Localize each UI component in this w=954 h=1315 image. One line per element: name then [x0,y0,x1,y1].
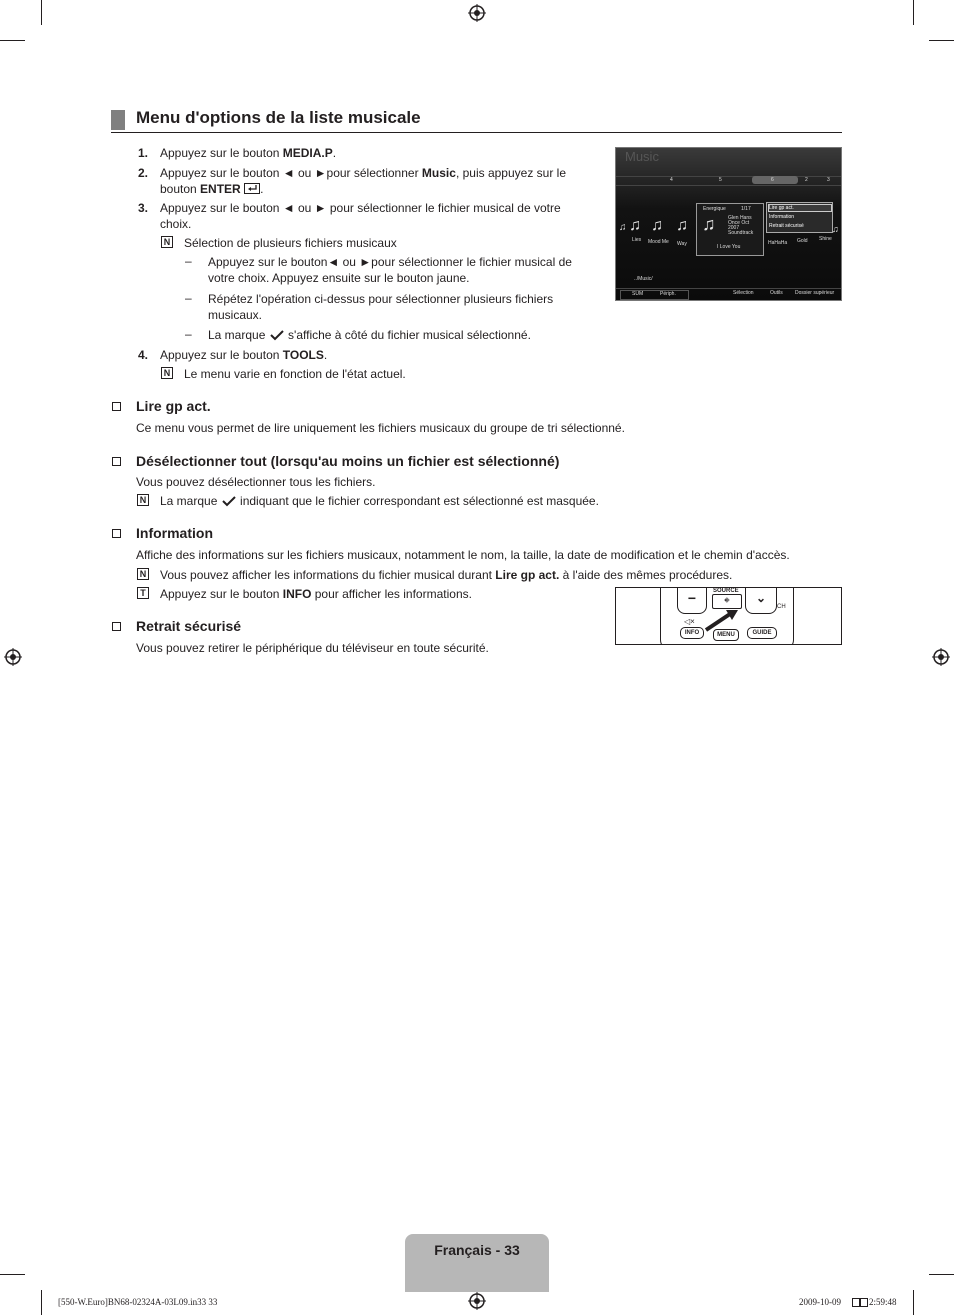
step-3-note: Sélection de plusieurs fichiers musicaux [184,236,397,250]
crop-mark [929,40,954,41]
music-note-icon: ♫ [629,217,641,234]
step-number: 4. [138,348,149,362]
selected-file-panel [696,203,764,256]
music-note-icon: ♫ [651,217,663,234]
sort-number: 4 [670,177,673,183]
section-title: Retrait sécurisé [136,618,242,634]
device-label: Périph. [660,291,676,297]
menu-button[interactable]: MENU [713,629,739,641]
selected-song: I Love You [717,244,741,250]
crop-mark [913,0,914,25]
select-hint: Sélection [733,290,754,296]
music-note-icon: ♫ [702,214,716,234]
registration-mark-icon [932,648,950,666]
checkmark-icon [221,495,237,507]
guide-button[interactable]: GUIDE [747,627,777,639]
section-title: Désélectionner tout (lorsqu'au moins un fichier est sélectionné) [136,453,560,469]
section-note: La marque indiquant que le fichier correspondant est sélectionné est masquée. [160,494,599,508]
menu-item[interactable]: Lire gp act. [768,204,832,212]
section-note: Vous pouvez afficher les informations du fichier musical durant Lire gp act. à l'aide des mêmes procédures. [160,568,733,582]
crop-mark [0,1274,25,1275]
crop-mark [929,1274,954,1275]
selected-category: Soundtrack [728,230,754,236]
source-button[interactable]: ⎆ [712,594,742,609]
section-body: Affiche des informations sur les fichiers musicaux, notamment le nom, la taille, la date de modification et le chemin d'accès. [136,548,790,562]
sort-bar [616,176,842,186]
music-note-icon: ♫ [676,217,688,234]
tv-title: Music [625,149,659,164]
dash-bullet: – [185,254,192,268]
page-number: Français - 33 [434,1242,520,1258]
tools-menu [766,202,833,233]
checkmark-icon [269,329,285,341]
selected-genre: Energique [703,206,726,212]
sum-label: SUM [632,291,644,297]
heading-bar [111,110,125,130]
menu-item[interactable]: Retrait sécurisé [769,223,804,229]
file-label: Shine [819,236,832,242]
sum-box [620,290,689,300]
info-button[interactable]: INFO [680,627,704,639]
selected-album: Once Oct [728,220,750,226]
dash-bullet: – [185,327,192,341]
section-body: Vous pouvez retirer le périphérique du téléviseur en toute sécurité. [136,641,489,655]
pre-ch-icon: CH [777,604,786,610]
dash-item-3: La marque s'affiche à côté du fichier musical sélectionné. [208,328,531,342]
selected-year: 2007 [728,225,740,231]
file-label: Lies [632,237,642,243]
step-number: 2. [138,166,149,180]
tv-screen-illustration [615,147,842,301]
note-icon: N [137,568,149,580]
section-body: Vous pouvez désélectionner tous les fichiers. [136,475,376,489]
checkbox-bullet [112,457,121,466]
footer-glyph-boxes [860,1298,868,1307]
footer-time: 2:59:48 [869,1297,897,1307]
note-icon: N [137,494,149,506]
file-label: Way [677,241,687,247]
sort-number: 3 [827,177,830,183]
section-note: Appuyez sur le bouton INFO pour afficher les informations. [160,587,472,601]
file-label: HaHaHa [768,240,788,246]
tip-icon: T [137,587,149,599]
checkbox-bullet [112,402,121,411]
crop-mark [41,0,42,25]
mute-icon: ◁× [684,617,695,626]
registration-mark-icon [4,648,22,666]
step-2-text: Appuyez sur le bouton ◄ ou ►pour sélectionner Music, puis appuyez sur le bouton ENTER . [160,166,566,196]
tools-hint: Outils [770,290,783,296]
source-label: SOURCE [713,588,739,594]
section-title: Information [136,525,213,541]
footer-file-info: [550-W.Euro]BN68-02324A-03L09.in33 33 [58,1297,218,1307]
checkbox-bullet [112,622,121,631]
file-label: Gold [797,238,808,244]
sort-number: 2 [805,177,808,183]
step-3-text: Appuyez sur le bouton ◄ ou ► pour sélectionner le fichier musical de votre choix. [160,201,561,231]
dash-bullet: – [185,291,192,305]
music-note-icon: ♫ [619,222,627,233]
step-1-text: Appuyez sur le bouton MEDIA.P. [160,146,337,160]
note-icon: N [161,236,173,248]
selected-count: 1/17 [741,206,751,212]
step-number: 3. [138,201,149,215]
section-heading [111,108,842,133]
sort-selected [752,176,798,184]
note-icon: N [161,367,173,379]
checkbox-bullet [112,529,121,538]
registration-mark-icon [468,1292,486,1310]
pointer-arrow-icon [704,608,740,632]
crop-mark [913,1290,914,1315]
step-number: 1. [138,146,149,160]
crop-mark [41,1290,42,1315]
section-body: Ce menu vous permet de lire uniquement les fichiers musicaux du groupe de tri sélectionné. [136,421,625,435]
music-note-icon: ♫ [832,224,839,234]
registration-mark-icon [468,4,486,22]
crop-mark [0,40,25,41]
file-label: Mood Me [648,239,669,245]
footer-date: 2009-10-09 [799,1297,841,1307]
menu-item[interactable]: Information [769,214,795,220]
page-title: Menu d'options de la liste musicale [136,108,421,127]
step-4-text: Appuyez sur le bouton TOOLS. [160,348,328,362]
selected-artist: Glen Hans [728,215,752,221]
current-path: ../Music/ [634,276,653,282]
footer-glyph-boxes [852,1298,860,1307]
sort-number: 6 [771,177,774,183]
step-4-note: Le menu varie en fonction de l'état actuel. [184,367,406,381]
remote-illustration [615,587,842,645]
dash-item-2: Répétez l'opération ci-dessus pour sélectionner plusieurs fichiers musicaux. [208,292,554,322]
volume-minus-button[interactable]: − [677,587,707,614]
section-title: Lire gp act. [136,398,211,414]
sort-number: 5 [719,177,722,183]
enter-icon [244,183,260,194]
dash-item-1: Appuyez sur le bouton◄ ou ►pour sélectionner le fichier musical de votre choix. Appuyez ensuite sur le bouton jaune. [208,255,572,285]
channel-down-button[interactable]: ⌄ [745,587,777,614]
up-folder-hint: Dossier supérieur [795,290,835,296]
